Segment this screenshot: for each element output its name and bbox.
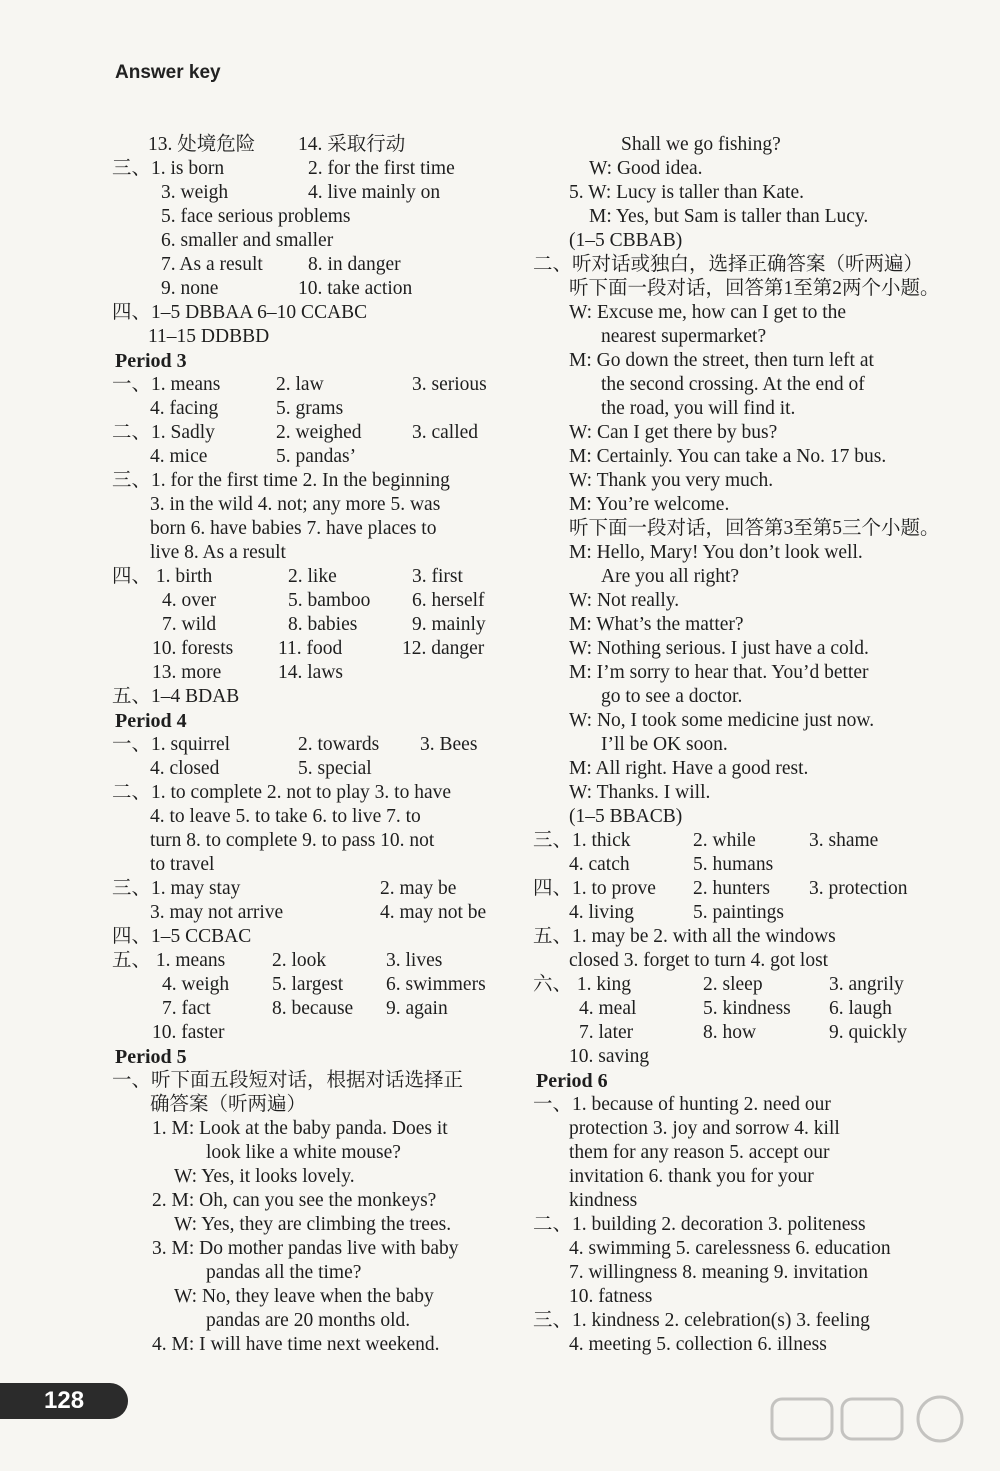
- answer-text: invitation 6. thank you for your: [569, 1166, 814, 1187]
- answer-text: 二、1. building 2. decoration 3. politeness: [533, 1214, 866, 1235]
- answer-text: 11. food: [278, 638, 343, 659]
- right-line: [533, 1045, 933, 1069]
- left-line: [112, 157, 512, 181]
- right-line: [533, 1333, 933, 1357]
- answer-text: 三、1. may stay: [112, 878, 241, 899]
- page-header-title: Answer key: [115, 62, 221, 83]
- answer-text: 5. grams: [276, 398, 344, 419]
- answer-text: 3. shame: [809, 830, 879, 851]
- left-line: [112, 1069, 512, 1093]
- right-line: [533, 973, 933, 997]
- answer-text: 11–15 DDBBD: [148, 326, 270, 347]
- left-line: [112, 1213, 512, 1237]
- answer-text: 10. forests: [152, 638, 234, 659]
- right-line: [533, 1213, 933, 1237]
- left-line: [112, 613, 512, 637]
- left-line: [112, 565, 512, 589]
- answer-text: 5. pandas’: [276, 446, 357, 467]
- answer-text: M: All right. Have a good rest.: [569, 758, 809, 779]
- answer-text: protection 3. joy and sorrow 4. kill: [569, 1118, 840, 1139]
- answer-text: 4. facing: [150, 398, 219, 419]
- answer-text: W: Yes, they are climbing the trees.: [174, 1214, 452, 1235]
- right-line: [533, 517, 940, 541]
- answer-text: 6. herself: [412, 590, 485, 611]
- answer-text: M: I’m sorry to hear that. You’d better: [569, 662, 869, 683]
- answer-text: 9. mainly: [412, 614, 486, 635]
- answer-text: M: Hello, Mary! You don’t look well.: [569, 542, 863, 563]
- answer-text: 四、1–5 CCBAC: [112, 926, 252, 947]
- left-line: [112, 493, 512, 517]
- answer-text: 10. faster: [152, 1022, 225, 1043]
- answer-text: 2. while: [693, 830, 756, 851]
- answer-text: 13. 处境危险: [148, 134, 256, 155]
- answer-text: 7. willingness 8. meaning 9. invitation: [569, 1262, 868, 1283]
- answer-text: 三、1. thick: [533, 830, 631, 851]
- answer-text: 5. paintings: [693, 902, 784, 923]
- answer-text: 12. danger: [402, 638, 485, 659]
- left-line: [112, 997, 512, 1021]
- answer-text: 4. weigh: [162, 974, 230, 995]
- answer-text: 1. M: Look at the baby panda. Does it: [152, 1118, 448, 1139]
- right-line: [533, 1021, 933, 1045]
- answer-text: 2. hunters: [693, 878, 770, 899]
- right-line: [533, 421, 933, 445]
- left-line: [112, 1141, 512, 1165]
- answer-text: 3. protection: [809, 878, 908, 899]
- right-line: [533, 685, 933, 709]
- answer-text: 3. called: [412, 422, 479, 443]
- right-line: [533, 349, 933, 373]
- right-line: [533, 469, 933, 493]
- answer-text: 三、1. for the first time 2. In the beginning: [112, 470, 450, 491]
- left-line: [112, 685, 512, 709]
- answer-text: 3. Bees: [420, 734, 478, 755]
- left-line: [112, 733, 512, 757]
- answer-column-left: [112, 133, 512, 1357]
- section-heading: Period 6: [536, 1070, 608, 1092]
- answer-text: 2. for the first time: [308, 158, 455, 179]
- section-heading: Period 3: [115, 350, 187, 372]
- left-line: [112, 1237, 512, 1261]
- left-line: [112, 325, 512, 349]
- answer-text: 2. M: Oh, can you see the monkeys?: [152, 1190, 437, 1211]
- answer-text: 4. M: I will have time next weekend.: [152, 1334, 440, 1355]
- right-line: [533, 949, 933, 973]
- answer-text: live 8. As a result: [150, 542, 286, 563]
- left-line: [112, 1333, 512, 1357]
- answer-text: born 6. have babies 7. have places to: [150, 518, 437, 539]
- answer-text: 4. to leave 5. to take 6. to live 7. to: [150, 806, 421, 827]
- left-line: [112, 541, 512, 565]
- answer-text: W: Yes, it looks lovely.: [174, 1166, 355, 1187]
- answer-text: 8. how: [703, 1022, 757, 1043]
- left-line: [112, 709, 512, 733]
- right-line: [533, 133, 933, 157]
- answer-text: 一、1. because of hunting 2. need our: [533, 1094, 831, 1115]
- answer-text: M: You’re welcome.: [569, 494, 730, 515]
- answer-text: 4. catch: [569, 854, 630, 875]
- answer-text: 四、1–5 DBBAA 6–10 CCABC: [112, 302, 368, 323]
- answer-text: M: Go down the street, then turn left at: [569, 350, 874, 371]
- answer-text: 三、1. is born: [112, 158, 225, 179]
- answer-text: 一、1. means: [112, 374, 221, 395]
- answer-text: 8. in danger: [308, 254, 401, 275]
- left-line: [112, 1117, 512, 1141]
- answer-text: 5. face serious problems: [161, 206, 351, 227]
- right-line: [533, 661, 933, 685]
- answer-text: 4. living: [569, 902, 635, 923]
- answer-text: 7. later: [579, 1022, 634, 1043]
- answer-text: 10. take action: [298, 278, 413, 299]
- answer-text: 一、1. squirrel: [112, 734, 231, 755]
- left-line: [112, 781, 512, 805]
- answer-text: 确答案（听两遍）: [150, 1094, 307, 1115]
- answer-text: 8. babies: [288, 614, 358, 635]
- answer-text: 三、1. kindness 2. celebration(s) 3. feeling: [533, 1310, 870, 1331]
- answer-text: 二、1. Sadly: [112, 422, 215, 443]
- right-line: [533, 373, 933, 397]
- answer-text: kindness: [569, 1190, 638, 1211]
- answer-text: 10. saving: [569, 1046, 650, 1067]
- answer-text: 5. W: Lucy is taller than Kate.: [569, 182, 805, 203]
- answer-text: 六、 1. king: [533, 974, 632, 995]
- right-line: [533, 205, 933, 229]
- right-line: [533, 1285, 933, 1309]
- answer-text: them for any reason 5. accept our: [569, 1142, 830, 1163]
- left-line: [112, 253, 512, 277]
- answer-text: 四、 1. birth: [112, 566, 213, 587]
- right-line: [533, 1069, 933, 1093]
- answer-text: turn 8. to complete 9. to pass 10. not: [150, 830, 435, 851]
- answer-text: look like a white mouse?: [206, 1142, 401, 1163]
- answer-text: W: Thanks. I will.: [569, 782, 711, 803]
- answer-text: 2. like: [288, 566, 337, 587]
- answer-text: W: Not really.: [569, 590, 680, 611]
- answer-text: 5. special: [298, 758, 372, 779]
- answer-text: the second crossing. At the end of: [601, 374, 865, 395]
- left-line: [112, 205, 512, 229]
- answer-text: go to see a doctor.: [601, 686, 743, 707]
- left-line: [112, 1285, 512, 1309]
- right-line: [533, 757, 933, 781]
- answer-text: 10. fatness: [569, 1286, 653, 1307]
- left-line: [112, 229, 512, 253]
- answer-text: the road, you will find it.: [601, 398, 796, 419]
- section-heading: Period 4: [115, 710, 187, 732]
- answer-text: 5. humans: [693, 854, 774, 875]
- right-line: [533, 229, 933, 253]
- answer-text: 8. because: [272, 998, 354, 1019]
- left-line: [112, 949, 512, 973]
- answer-text: 五、 1. means: [112, 950, 226, 971]
- answer-text: 14. laws: [278, 662, 343, 683]
- left-line: [112, 637, 512, 661]
- answer-text: 7. fact: [162, 998, 211, 1019]
- right-line: [533, 877, 933, 901]
- left-line: [112, 901, 512, 925]
- section-heading: Period 5: [115, 1046, 187, 1068]
- page-number: 128: [44, 1387, 85, 1414]
- left-line: [112, 829, 512, 853]
- answer-text: 2. weighed: [276, 422, 362, 443]
- right-line: [533, 781, 933, 805]
- answer-text: 3. M: Do mother pandas live with baby: [152, 1238, 459, 1259]
- answer-text: 五、1. may be 2. with all the windows: [533, 926, 836, 947]
- right-line: [533, 1189, 933, 1213]
- answer-text: pandas are 20 months old.: [206, 1310, 411, 1331]
- right-line: [533, 589, 933, 613]
- answer-text: 二、1. to complete 2. not to play 3. to have: [112, 782, 452, 803]
- answer-text: 听下面一段对话，回答第3至第5三个小题。: [569, 518, 940, 539]
- answer-text: 9. again: [386, 998, 448, 1019]
- right-line: [533, 277, 940, 301]
- left-line: [112, 925, 512, 949]
- answer-text: 四、1. to prove: [533, 878, 656, 899]
- left-line: [112, 1189, 512, 1213]
- answer-text: 4. live mainly on: [308, 182, 441, 203]
- answer-text: 2. may be: [380, 878, 457, 899]
- answer-text: 9. quickly: [829, 1022, 907, 1043]
- left-line: [112, 349, 512, 373]
- right-line: [533, 1237, 933, 1261]
- left-line: [112, 1165, 512, 1189]
- left-line: [112, 661, 512, 685]
- answer-text: 14. 采取行动: [298, 134, 406, 155]
- right-line: [533, 1141, 933, 1165]
- answer-text: 一、听下面五段短对话，根据对话选择正: [112, 1070, 464, 1091]
- left-line: [112, 1261, 512, 1285]
- answer-text: 6. swimmers: [386, 974, 486, 995]
- page-number-tab: [0, 1383, 128, 1419]
- answer-text: 3. in the wild 4. not; any more 5. was: [150, 494, 441, 515]
- right-line: [533, 709, 933, 733]
- answer-text: 5. bamboo: [288, 590, 371, 611]
- right-line: [533, 901, 933, 925]
- right-line: [533, 805, 933, 829]
- right-line: [533, 1165, 933, 1189]
- watermark-logo: [770, 1393, 980, 1463]
- right-line: [533, 1309, 933, 1333]
- answer-text: 3. may not arrive: [150, 902, 284, 923]
- right-line: [533, 1261, 933, 1285]
- answer-text: to travel: [150, 854, 215, 875]
- answer-text: I’ll be OK soon.: [601, 734, 728, 755]
- right-line: [533, 925, 933, 949]
- answer-text: pandas all the time?: [206, 1262, 362, 1283]
- right-line: [533, 157, 933, 181]
- answer-text: (1–5 BBACB): [569, 806, 683, 827]
- answer-text: 听下面一段对话，回答第1至第2两个小题。: [569, 278, 940, 299]
- answer-text: (1–5 CBBAB): [569, 230, 683, 251]
- answer-text: 4. mice: [150, 446, 208, 467]
- answer-text: 9. none: [161, 278, 219, 299]
- answer-text: 7. As a result: [161, 254, 263, 275]
- answer-text: 二、听对话或独白，选择正确答案（听两遍）: [533, 254, 924, 275]
- left-line: [112, 973, 512, 997]
- right-line: [533, 541, 933, 565]
- left-line: [112, 277, 512, 301]
- left-line: [112, 373, 512, 397]
- answer-text: M: Certainly. You can take a No. 17 bus.: [569, 446, 887, 467]
- answer-text: 3. weigh: [161, 182, 229, 203]
- answer-text: 5. largest: [272, 974, 344, 995]
- answer-text: 3. angrily: [829, 974, 904, 995]
- answer-text: 4. over: [162, 590, 217, 611]
- right-line: [533, 445, 933, 469]
- answer-text: 3. first: [412, 566, 463, 587]
- answer-text: W: No, I took some medicine just now.: [569, 710, 875, 731]
- answer-text: 5. kindness: [703, 998, 791, 1019]
- right-line: [533, 637, 933, 661]
- right-line: [533, 253, 933, 277]
- left-line: [112, 517, 512, 541]
- right-line: [533, 301, 933, 325]
- answer-text: 4. meal: [579, 998, 637, 1019]
- left-line: [112, 853, 512, 877]
- answer-text: 五、1–4 BDAB: [112, 686, 240, 707]
- answer-text: 6. smaller and smaller: [161, 230, 334, 251]
- right-line: [533, 733, 933, 757]
- left-line: [112, 397, 512, 421]
- answer-text: 6. laugh: [829, 998, 892, 1019]
- answer-text: 2. look: [272, 950, 327, 971]
- answer-text: M: Yes, but Sam is taller than Lucy.: [589, 206, 869, 227]
- right-line: [533, 493, 933, 517]
- answer-text: 2. towards: [298, 734, 380, 755]
- left-line: [112, 589, 512, 613]
- right-line: [533, 1117, 933, 1141]
- answer-column-right: [533, 133, 940, 1357]
- left-line: [112, 133, 512, 157]
- left-line: [112, 1045, 512, 1069]
- right-line: [533, 181, 933, 205]
- answer-text: 3. lives: [386, 950, 443, 971]
- left-line: [112, 469, 512, 493]
- left-line: [112, 1021, 512, 1045]
- answer-text: 4. swimming 5. carelessness 6. education: [569, 1238, 891, 1259]
- right-line: [533, 1093, 933, 1117]
- answer-text: W: Good idea.: [589, 158, 703, 179]
- left-line: [112, 805, 512, 829]
- right-line: [533, 613, 933, 637]
- answer-text: nearest supermarket?: [601, 326, 767, 347]
- answer-text: 2. law: [276, 374, 324, 395]
- answer-text: 13. more: [152, 662, 222, 683]
- answer-text: closed 3. forget to turn 4. got lost: [569, 950, 829, 971]
- answer-text: W: No, they leave when the baby: [174, 1286, 434, 1307]
- left-line: [112, 1309, 512, 1333]
- left-line: [112, 301, 512, 325]
- answer-text: 7. wild: [162, 614, 217, 635]
- answer-text: W: Excuse me, how can I get to the: [569, 302, 847, 323]
- answer-text: W: Nothing serious. I just have a cold.: [569, 638, 869, 659]
- answer-text: 4. meeting 5. collection 6. illness: [569, 1334, 827, 1355]
- left-line: [112, 757, 512, 781]
- right-line: [533, 829, 933, 853]
- left-line: [112, 1093, 512, 1117]
- left-line: [112, 421, 512, 445]
- answer-text: Shall we go fishing?: [621, 134, 781, 155]
- answer-text: M: What’s the matter?: [569, 614, 744, 635]
- answer-text: W: Can I get there by bus?: [569, 422, 778, 443]
- left-line: [112, 181, 512, 205]
- answer-text: Are you all right?: [601, 566, 740, 587]
- answer-text: 3. serious: [412, 374, 487, 395]
- right-line: [533, 997, 933, 1021]
- left-line: [112, 877, 512, 901]
- left-line: [112, 445, 512, 469]
- answer-text: 2. sleep: [703, 974, 763, 995]
- answer-text: 4. may not be: [380, 902, 487, 923]
- right-line: [533, 325, 933, 349]
- answer-text: 4. closed: [150, 758, 220, 779]
- answer-text: W: Thank you very much.: [569, 470, 774, 491]
- right-line: [533, 853, 933, 877]
- right-line: [533, 565, 933, 589]
- right-line: [533, 397, 933, 421]
